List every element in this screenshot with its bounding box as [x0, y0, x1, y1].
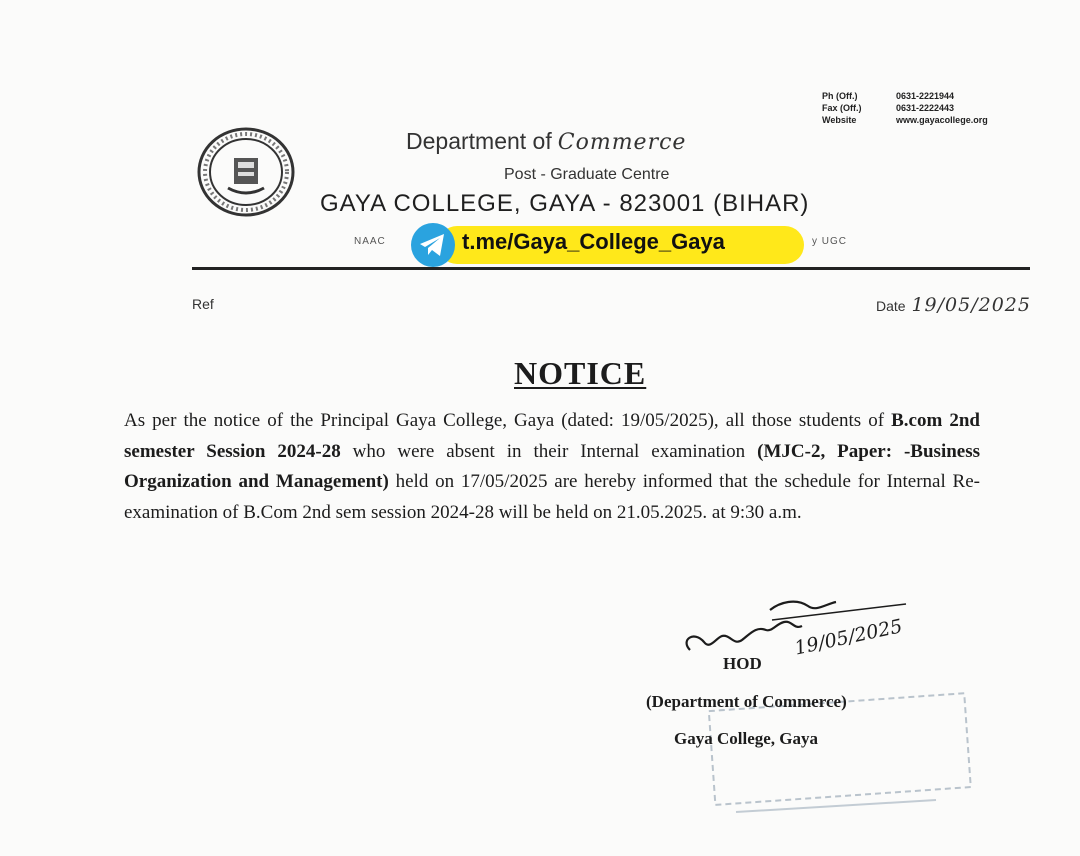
department-heading: [406, 128, 686, 155]
subtitle: Post - Graduate Centre: [504, 166, 670, 183]
date-label: Date: [876, 298, 906, 314]
department-prefix: Department of: [406, 128, 552, 154]
header-rule: [192, 267, 1030, 270]
session-bold: B.com 2nd semester Session 2024-28: [124, 410, 980, 462]
date-value: 19/05/2025: [911, 294, 1031, 316]
paper-bold: (MJC-2, Paper: -Business Organization and Management): [124, 440, 981, 492]
ref-label: Ref: [192, 296, 214, 312]
college-seal-logo: [196, 126, 296, 218]
notice-body: As per the notice of the Principal Gaya College, Gaya (dated: 19/05/2025), all those students of B.com 2nd semester Session 2024-28 who were absent in their Internal examination (MJC-2, Paper: -Business Organization and Management) held on 17/05/2025 are hereby informed that the schedule for Internal Re- examination of B.Com 2nd sem session 2024-28 will be held on 21.05.2025. at 9:30 a.m.: [124, 410, 981, 523]
date-line: [876, 294, 1031, 316]
ugc-text: y UGC: [812, 236, 847, 247]
college-name: GAYA COLLEGE, GAYA - 823001 (BIHAR): [320, 190, 810, 217]
notice-title: NOTICE: [514, 355, 647, 391]
department-handwritten: Commerce: [557, 130, 687, 155]
telegram-link[interactable]: t.me/Gaya_College_Gaya: [462, 229, 725, 254]
department-stamp: [706, 692, 976, 832]
contact-block: [822, 90, 988, 126]
hod-department: (Department of Commerce): [646, 692, 847, 711]
contact-phone: Ph (Off.) 0631-2221944: [822, 91, 955, 101]
naac-text: NAAC: [354, 236, 386, 247]
contact-fax: Fax (Off.) 0631-2222443: [822, 103, 955, 113]
telegram-icon: [410, 222, 456, 268]
hod-college: Gaya College, Gaya: [674, 729, 819, 748]
hod-title: HOD: [723, 654, 762, 673]
contact-website: Website www.gayacollege.org: [822, 115, 988, 125]
signature-date: 19/05/2025: [792, 615, 905, 660]
hod-signature: [676, 580, 946, 670]
